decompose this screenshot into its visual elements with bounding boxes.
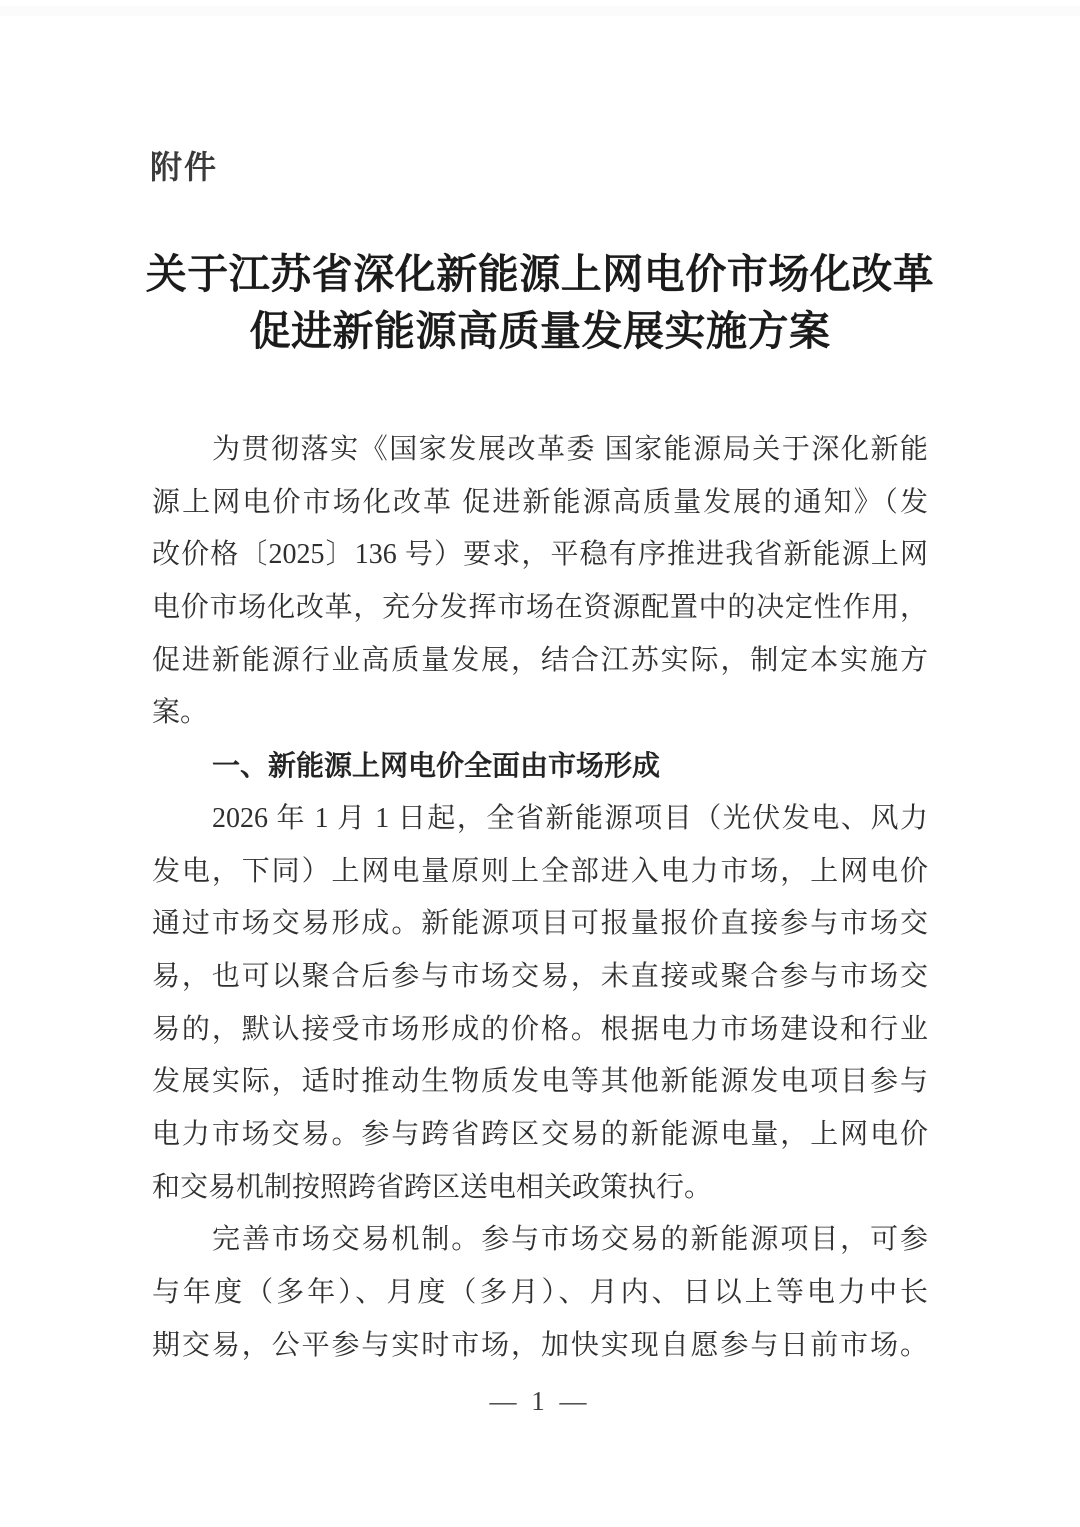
text-line: 改价格〔2025〕136 号）要求，平稳有序推进我省新能源上网: [152, 539, 928, 571]
title-line: 促进新能源高质量发展实施方案: [249, 308, 831, 354]
text-line: 2026 年 1 月 1 日起，全省新能源项目（光伏发电、风力: [212, 802, 928, 834]
section-heading: 一、新能源上网电价全面由市场形成: [212, 750, 661, 782]
document-body: [152, 424, 928, 1372]
text-line: 源上网电价市场化改革 促进新能源高质量发展的通知》（发: [152, 486, 928, 518]
text-line: 通过市场交易形成。新能源项目可报量报价直接参与市场交: [152, 908, 928, 940]
text-line: 期交易，公平参与实时市场，加快实现自愿参与日前市场。: [152, 1329, 928, 1361]
text-line: 发展实际，适时推动生物质发电等其他新能源发电项目参与: [152, 1066, 928, 1098]
title-line: 关于江苏省深化新能源上网电价市场化改革: [145, 251, 935, 297]
attachment-label: 附件: [150, 149, 219, 185]
text-line: 易的，默认接受市场形成的价格。根据电力市场建设和行业: [152, 1013, 928, 1045]
text-line: 与年度（多年）、月度（多月）、月内、日以上等电力中长: [152, 1277, 928, 1308]
text-line: 案。: [152, 697, 209, 729]
text-line: 和交易机制按照跨省跨区送电相关政策执行。: [152, 1171, 713, 1203]
text-line: 电价市场化改革，充分发挥市场在资源配置中的决定性作用，: [152, 592, 928, 624]
scan-artifact-band: [0, 6, 1080, 16]
text-line: 电力市场交易。参与跨省跨区交易的新能源电量，上网电价: [152, 1118, 928, 1150]
page-number: — 1 —: [489, 1386, 591, 1416]
text-line: 为贯彻落实《国家发展改革委 国家能源局关于深化新能: [212, 434, 928, 465]
text-line: 发电，下同）上网电量原则上全部进入电力市场，上网电价: [152, 855, 928, 887]
text-line: 完善市场交易机制。参与市场交易的新能源项目，可参: [212, 1224, 928, 1256]
text-line: 易，也可以聚合后参与市场交易，未直接或聚合参与市场交: [152, 960, 928, 992]
document-title: [0, 246, 1080, 360]
text-line: 促进新能源行业高质量发展，结合江苏实际，制定本实施方: [152, 644, 928, 676]
